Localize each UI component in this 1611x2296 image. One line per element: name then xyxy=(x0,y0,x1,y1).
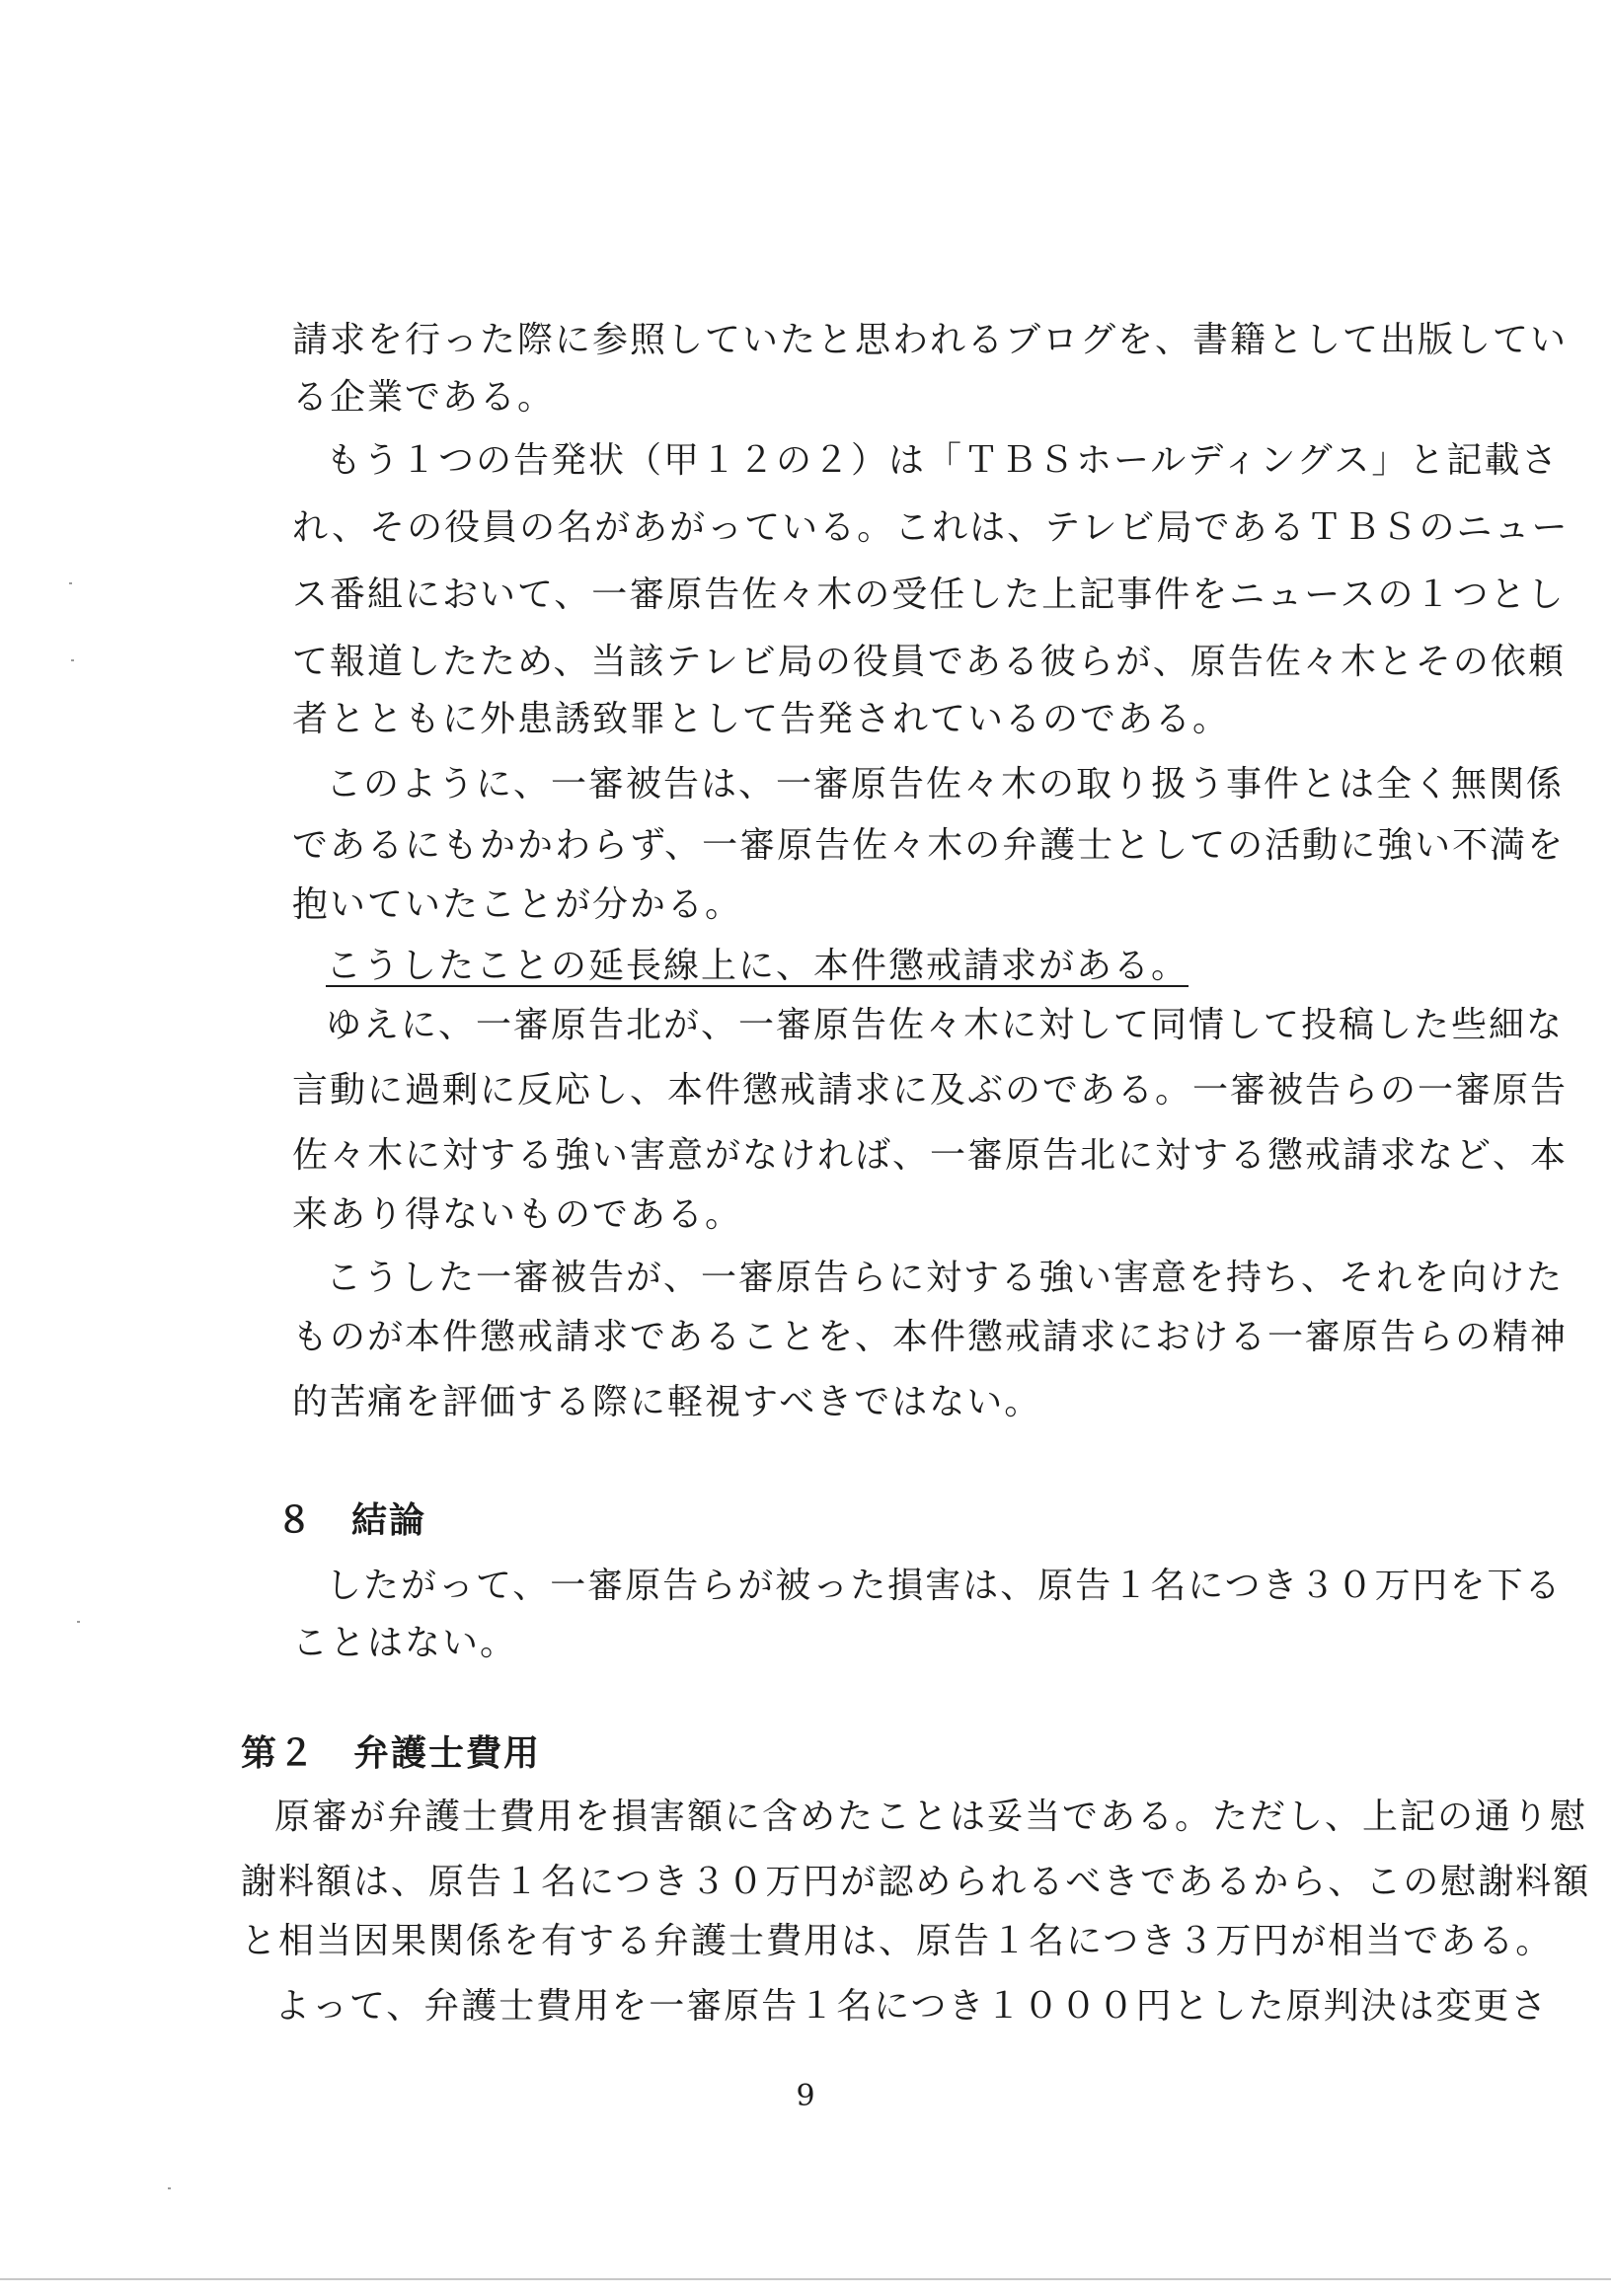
section-8-line-2: ことはない。 xyxy=(292,1623,518,1663)
paragraph-6-line-2: ものが本件懲戒請求であることを、本件懲戒請求における一審原告らの精神 xyxy=(292,1317,1569,1357)
scan-speck xyxy=(69,582,72,584)
paragraph-2-line-5: 者とともに外患誘致罪として告発されているのである。 xyxy=(292,699,1231,739)
paragraph-3-line-2: であるにもかかわらず、一審原告佐々木の弁護士としての活動に強い不満を xyxy=(292,825,1566,866)
scan-speck xyxy=(77,1621,80,1623)
scan-speck xyxy=(71,659,74,661)
scan-edge-line xyxy=(0,2278,1611,2280)
part-2-line-4: よって、弁護士費用を一審原告１名につき１０００円とした原判決は変更さ xyxy=(274,1986,1549,2027)
section-8-heading: ８ 結論 xyxy=(276,1500,427,1541)
paragraph-3-line-3: 抱いていたことが分かる。 xyxy=(292,884,743,925)
part-2-line-3: と相当因果関係を有する弁護士費用は、原告１名につき３万円が相当である。 xyxy=(241,1921,1554,1961)
part-2-line-1: 原審が弁護士費用を損害額に含めたことは妥当である。ただし、上記の通り慰 xyxy=(274,1797,1588,1837)
paragraph-5-line-4: 来あり得ないものである。 xyxy=(292,1194,743,1235)
section-8-line-1: したがって、一審原告らが被った損害は、原告１名につき３０万円を下る xyxy=(326,1566,1563,1606)
part-2-line-2: 謝料額は、原告１名につき３０万円が認められるべきであるから、この慰謝料額 xyxy=(241,1862,1591,1902)
paragraph-2-line-2: れ、その役員の名があがっている。これは、テレビ局であるＴＢＳのニュー xyxy=(292,507,1570,548)
paragraph-2-line-4: て報道したため、当該テレビ局の役員である彼らが、原告佐々木とその依頼 xyxy=(292,642,1566,682)
paragraph-2-line-1: もう１つの告発状（甲１２の２）は「ＴＢＳホールディングス」と記載さ xyxy=(326,440,1560,481)
scan-speck xyxy=(168,2187,171,2189)
paragraph-5-line-2: 言動に過剰に反応し、本件懲戒請求に及ぶのである。一審被告らの一審原告 xyxy=(292,1070,1569,1110)
paragraph-6-line-3: 的苦痛を評価する際に軽視すべきではない。 xyxy=(292,1382,1042,1422)
page-number: 9 xyxy=(796,2079,815,2113)
paragraph-6-line-1: こうした一審被告が、一審原告らに対する強い害意を持ち、それを向けた xyxy=(326,1258,1565,1298)
paragraph-5-line-3: 佐々木に対する強い害意がなければ、一審原告北に対する懲戒請求など、本 xyxy=(292,1135,1569,1176)
part-2-heading: 第２ 弁護士費用 xyxy=(241,1733,542,1774)
paragraph-2-line-3: ス番組において、一審原告佐々木の受任した上記事件をニュースの１つとし xyxy=(292,574,1566,615)
paragraph-1-line-2: る企業である。 xyxy=(292,377,556,418)
paragraph-5-line-1: ゆえに、一審原告北が、一審原告佐々木に対して同情して投稿した些細な xyxy=(326,1005,1565,1045)
paragraph-1-line-1: 請求を行った際に参照していたと思われるブログを、書籍として出版してい xyxy=(292,320,1569,360)
paragraph-3-line-1: このように、一審被告は、一審原告佐々木の取り扱う事件とは全く無関係 xyxy=(326,764,1565,804)
underlined-statement: こうしたことの延長線上に、本件懲戒請求がある。 xyxy=(326,946,1189,986)
